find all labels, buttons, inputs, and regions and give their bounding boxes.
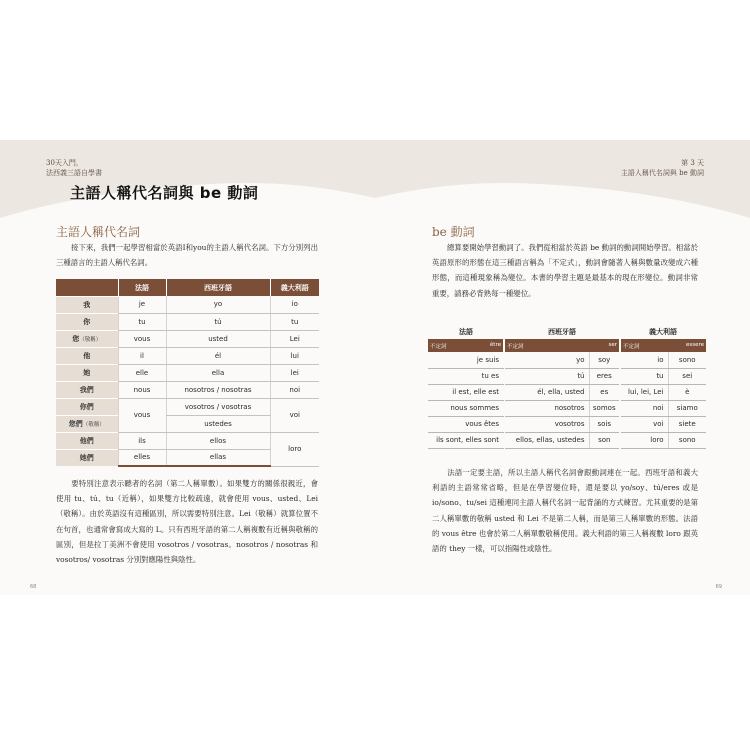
cell-es-pronoun: ellos, ellas, ustedes: [504, 432, 589, 448]
row-label-text: 您們: [68, 419, 83, 428]
table-row: [428, 352, 706, 368]
cell-italian: noi: [270, 381, 319, 398]
cell-it-pronoun: tu: [620, 368, 668, 384]
cell-it-pronoun: io: [620, 352, 668, 368]
cell-fr-pronoun: [428, 432, 504, 448]
cell-spanish: tú: [166, 313, 270, 330]
cell-french: je: [118, 296, 166, 313]
cell-spanish: vosotros / vosotras: [166, 398, 270, 415]
cell-spanish: usted: [166, 330, 270, 347]
table-row: [428, 368, 706, 384]
cell-fr-pronoun-text: il est, elle: [452, 388, 487, 396]
cell-it-verb: sei: [668, 368, 706, 384]
cell-es-pronoun: él, ella, usted: [504, 384, 589, 400]
section-title-pronouns: 主語人稱代名詞: [56, 225, 141, 239]
cell-fr-pronoun: [428, 352, 504, 368]
cell-fr-verb: suis: [485, 355, 499, 364]
table-row: [56, 381, 319, 398]
be-verb-intro-paragraph: [432, 240, 698, 301]
pronoun-body-paragraph: [56, 476, 318, 567]
cell-spanish: ustedes: [166, 415, 270, 432]
cell-es-verb: sois: [589, 416, 620, 432]
cell-french: nous: [118, 381, 166, 398]
cell-it-verb: è: [668, 384, 706, 400]
infinitive-value: essere: [685, 341, 704, 348]
cell-fr-pronoun-text: tu: [481, 372, 489, 380]
table-row: [56, 432, 319, 449]
cell-fr-verb: êtes: [483, 420, 499, 428]
row-label: 我們: [56, 381, 118, 398]
cell-french: ils: [118, 432, 166, 449]
cell-spanish: ellas: [166, 449, 270, 466]
pronoun-intro-text: 接下來，我們一起學習相當於英語I和you的主語人稱代名詞。下方分別列出三種語言的主語人稱代名詞。: [56, 243, 318, 268]
cell-it-verb: sono: [668, 432, 706, 448]
be-verb-body-paragraph: [432, 465, 698, 556]
cell-italian: Lei: [270, 330, 319, 347]
row-label: 她們: [56, 449, 118, 466]
cell-spanish: ellos: [166, 432, 270, 449]
page-number-right: 69: [715, 584, 722, 590]
row-label: 你: [56, 313, 118, 330]
cell-fr-pronoun: [428, 384, 504, 400]
cell-italian: io: [270, 296, 319, 313]
cell-es-pronoun: tú: [504, 368, 589, 384]
infinitive-label: 不定詞: [623, 343, 640, 350]
row-label: 她: [56, 364, 118, 381]
table-row: [428, 416, 706, 432]
cell-french: tu: [118, 313, 166, 330]
cell-french: vous: [118, 330, 166, 347]
cell-fr-pronoun-text: nous: [450, 404, 468, 412]
pronoun-table-header: [56, 279, 319, 296]
cell-es-pronoun: vosotros: [504, 416, 589, 432]
cell-es-pronoun: nosotros: [504, 400, 589, 416]
cell-es-verb: es: [589, 384, 620, 400]
cell-fr-verb: est: [488, 388, 499, 396]
table-row: [56, 347, 319, 364]
infinitive-label: 不定詞: [430, 343, 447, 350]
cell-italian: voi: [270, 398, 319, 432]
pronoun-table-header-french: 法語: [118, 279, 166, 296]
cell-italian: loro: [270, 432, 319, 466]
infinitive-value: être: [489, 341, 501, 348]
cell-fr-verb: es: [491, 372, 499, 380]
row-label-text: 您: [72, 334, 80, 343]
cell-it-pronoun: lui, lei, Lei: [620, 384, 668, 400]
row-label: 我: [56, 296, 118, 313]
cell-spanish: él: [166, 347, 270, 364]
cell-italian: tu: [270, 313, 319, 330]
page-number-left: 68: [30, 584, 37, 590]
table-row: [428, 384, 706, 400]
cell-french: vous: [118, 398, 166, 432]
infinitive-italian: [620, 339, 706, 352]
lang-french: 法語: [459, 328, 473, 336]
row-label: 他們: [56, 432, 118, 449]
cell-spanish: ella: [166, 364, 270, 381]
table-row: [56, 398, 319, 415]
cell-es-verb: somos: [589, 400, 620, 416]
table-row: [56, 313, 319, 330]
cell-it-pronoun: noi: [620, 400, 668, 416]
running-header-right-line2: 主語人稱代名詞與 be 動詞: [620, 169, 704, 177]
row-label: [56, 415, 118, 432]
cell-fr-pronoun-text: ils sont, elles: [436, 436, 482, 444]
row-label: [56, 330, 118, 347]
verb-rows: [428, 352, 706, 448]
cell-it-verb: siamo: [668, 400, 706, 416]
cell-it-verb: sono: [668, 352, 706, 368]
row-label-note: （敬稱）: [82, 421, 105, 428]
row-label: 你們: [56, 398, 118, 415]
cell-es-pronoun: yo: [504, 352, 589, 368]
cell-fr-verb: sommes: [469, 404, 499, 412]
cell-spanish: yo: [166, 296, 270, 313]
table-row: [428, 400, 706, 416]
pronoun-table-header-italian: 義大利語: [270, 279, 319, 296]
cell-fr-pronoun-text: vous: [465, 420, 482, 428]
cell-es-verb: soy: [589, 352, 620, 368]
running-header-right: [621, 158, 704, 178]
cell-it-verb: siete: [668, 416, 706, 432]
cell-french: elles: [118, 449, 166, 466]
be-verb-table: [428, 325, 706, 449]
infinitive-label: 不定詞: [507, 343, 524, 350]
cell-fr-pronoun-text: je: [476, 355, 484, 364]
infinitive-row: [428, 339, 706, 352]
language-row: [428, 325, 706, 339]
cell-es-verb: eres: [589, 368, 620, 384]
infinitive-spanish: [504, 339, 620, 352]
running-header-left-line2: 法西義三語自學書: [46, 169, 102, 177]
table-row: [56, 330, 319, 347]
be-verb-intro-text: 總算要開始學習動詞了。我們從相當於英語 be 動詞的動詞開始學習。相當於英語原形的形態在這三種語言稱為「不定式」，動詞會隨著人稱與數量改變成六種形態，而這種現象稱為變位。本書的學習主題是最基本的現在形變位。動詞非常重要，請務必背熟每一種變位。: [432, 243, 698, 298]
table-row: [56, 296, 319, 313]
section-title-be-verb: be 動詞: [432, 225, 475, 239]
cell-it-pronoun: loro: [620, 432, 668, 448]
running-header-left-line1: 30天入門，: [46, 159, 83, 167]
pronoun-table: [56, 279, 319, 467]
pronoun-table-header-spanish: 西班牙語: [166, 279, 270, 296]
cell-fr-pronoun: [428, 416, 504, 432]
cell-italian: lei: [270, 364, 319, 381]
cell-spanish: nosotros / nosotras: [166, 381, 270, 398]
cell-fr-verb: sont: [483, 436, 499, 444]
cell-es-verb: son: [589, 432, 620, 448]
table-row: [56, 364, 319, 381]
pronoun-table-header-blank: [56, 279, 118, 296]
cell-it-pronoun: voi: [620, 416, 668, 432]
be-verb-body-text: 法語一定要主語，所以主語人稱代名詞會跟動詞連在一起。西班牙語和義大利語的主語常常省略，但是在學習變位時，還是要以 yo/soy、tú/eres 或是 io/sono、tu/sei 這種連同主語人稱代名詞一起背誦的方式練習。尤其重要的是第二人稱單數的敬稱 usted 和 Lei 不是第二人稱，而是第三人稱單數的形態。法語的 vous être 也會於第二人稱單數敬稱使用。義大利語的第三人稱複數 loro 跟英語的 they 一樣，可以指陽性或陰性。: [432, 468, 698, 554]
row-label-note: （敬稱）: [79, 336, 102, 343]
lang-spanish: 西班牙語: [548, 328, 576, 336]
row-label: 他: [56, 347, 118, 364]
lang-italian: 義大利語: [649, 328, 677, 336]
infinitive-french: [428, 339, 504, 352]
running-header-right-line1: 第 3 天: [681, 159, 704, 167]
pronoun-body-text: 要特別注意表示聽者的名詞（第二人稱單數）。如果雙方的關係很親近，會使用 tu、tú、tu（近稱），如果雙方比較疏遠，就會使用 vous、usted、Lei（敬稱）。由於英語沒有這種區別，所以需要特別注意。Lei（敬稱）就算位置不在句首，也通常會寫成大寫的 L。只有西班牙語的第二人稱複數有近稱與敬稱的區別，但是拉丁美洲不會使用 vosotros / vosotras。nosotros / nosotras 和 vosotros/ vosotras 分別對應陽性與陰性。: [56, 479, 318, 565]
cell-fr-pronoun: [428, 368, 504, 384]
page-title: 主語人稱代名詞與 be 動詞: [70, 184, 259, 202]
cell-italian: lui: [270, 347, 319, 364]
cell-fr-pronoun: [428, 400, 504, 416]
infinitive-value: ser: [608, 341, 617, 348]
cell-french: elle: [118, 364, 166, 381]
running-header-left: [46, 158, 102, 178]
table-row: [428, 432, 706, 448]
cell-french: il: [118, 347, 166, 364]
pronoun-intro-paragraph: [56, 240, 318, 270]
